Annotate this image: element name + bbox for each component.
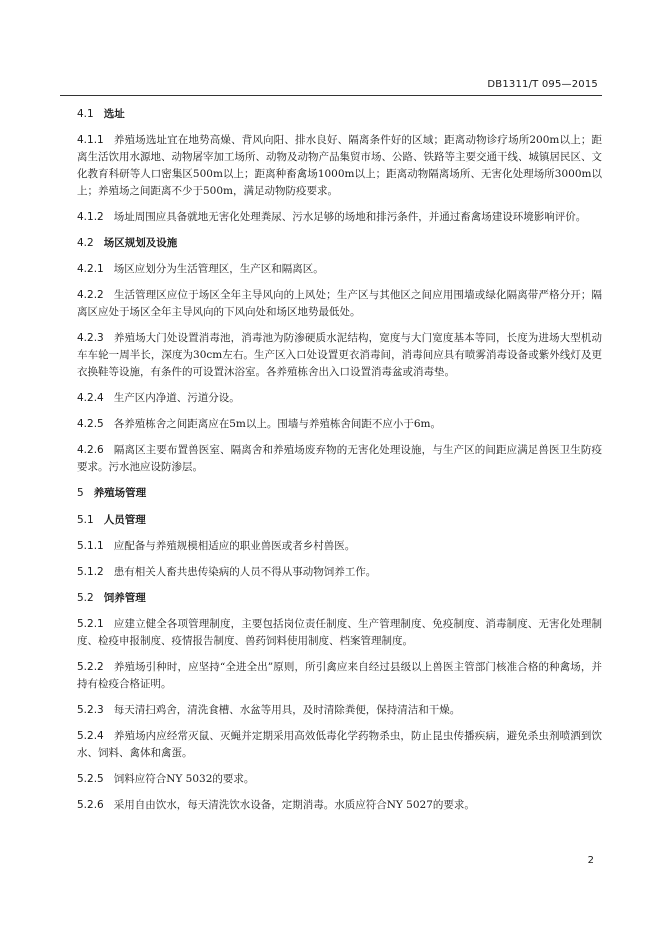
clause-5-2-3 (77, 702, 602, 719)
clause-number: 4.2.4 (77, 392, 104, 404)
clause-text: 养殖场内应经常灭鼠、灭蝇并定期采用高效低毒化学药物杀虫，防止昆虫传播疾病，避免杀虫剂喷洒到饮水、饲料、禽体和禽蛋。 (77, 730, 602, 759)
clause-number: 4.1.1 (77, 134, 104, 146)
clause-number: 4.1.2 (77, 211, 104, 223)
clause-number: 4.2.2 (77, 289, 104, 301)
clause-text: 养殖场大门处设置消毒池，消毒池为防渗硬质水泥结构，宽度与大门宽度基本等同，长度为进场大型机动车车轮一周半长，深度为30cm左右。生产区入口处设置更衣消毒间，消毒间应具有喷雾消毒设备或紫外线灯及更衣换鞋等设施，有条件的可设置沐浴室。各养殖栋舍出入口设置消毒盆或消毒垫。 (77, 332, 602, 378)
clause-text: 每天清扫鸡舍，清洗食槽、水盆等用具，及时清除粪便，保持清洁和干燥。 (113, 704, 461, 716)
clause-text: 场区应划分为生活管理区，生产区和隔离区。 (113, 263, 324, 275)
clause-number: 4.2.6 (77, 444, 104, 456)
clause-text: 场址周围应具备就地无害化处理粪尿、污水足够的场地和排污条件，并通过畜禽场建设环境影响评价。 (113, 211, 587, 223)
clause-number: 4.2.3 (77, 332, 104, 344)
clause-4-2-1 (77, 261, 602, 278)
heading-title: 饲养管理 (103, 592, 146, 604)
heading-number: 5 (77, 487, 84, 499)
clause-number: 5.1.2 (77, 566, 104, 578)
clause-number: 4.2.5 (77, 418, 104, 430)
clause-text: 生活管理区应位于场区全年主导风向的上风处；生产区与其他区之间应用围墙或绿化隔离带严格分开；隔离区应处于场区全年主导风向的下风向处和场区地势最低处。 (77, 289, 602, 318)
page-number: 2 (587, 855, 594, 866)
header-rule (60, 95, 602, 96)
clause-text: 各养殖栋舍之间距离应在5m以上。围墙与养殖栋舍间距不应小于6m。 (113, 418, 441, 430)
clause-5-2-4 (77, 728, 602, 762)
heading-number: 5.2 (77, 592, 94, 604)
clause-number: 5.1.1 (77, 540, 104, 552)
heading-title: 养殖场管理 (93, 487, 147, 499)
clause-4-2-5 (77, 416, 602, 433)
heading-number: 4.2 (77, 237, 94, 249)
clause-text: 隔离区主要布置兽医室、隔离舍和养殖场废弃物的无害化处理设施，与生产区的间距应满足兽医卫生防疫要求。污水池应设防渗层。 (77, 444, 602, 473)
clause-number: 5.2.6 (77, 799, 104, 811)
clause-5-1-1 (77, 538, 602, 555)
clause-4-1-2 (77, 209, 602, 226)
heading-5-2 (77, 590, 602, 607)
heading-4-2 (77, 235, 602, 252)
clause-4-2-6 (77, 442, 602, 476)
clause-4-1-1 (77, 132, 602, 200)
clause-4-2-2 (77, 287, 602, 321)
clause-text: 患有相关人畜共患传染病的人员不得从事动物饲养工作。 (113, 566, 377, 578)
clause-text: 养殖场选址宜在地势高燥、背风向阳、排水良好、隔离条件好的区域；距离动物诊疗场所200m以上；距离生活饮用水源地、动物屠宰加工场所、动物及动物产品集贸市场、公路、铁路等主要交通干线、城镇居民区、文化教育科研等人口密集区500m以上；距离种畜禽场1000m以上；距离动物隔离场所、无害化处理场所3000m以上；养殖场之间距离不少于500m，满足动物防疫要求。 (77, 134, 602, 197)
clause-4-2-3 (77, 330, 602, 381)
clause-text: 采用自由饮水，每天清洗饮水设备，定期消毒。水质应符合NY 5027的要求。 (113, 799, 475, 811)
clause-4-2-4 (77, 390, 602, 407)
clause-text: 应配备与养殖规模相适应的职业兽医或者乡村兽医。 (113, 540, 356, 552)
heading-5-1 (77, 512, 602, 529)
clause-number: 5.2.3 (77, 704, 104, 716)
heading-4-1 (77, 106, 602, 123)
heading-title: 场区规划及设施 (103, 237, 178, 249)
clause-number: 5.2.2 (77, 661, 104, 673)
heading-number: 4.1 (77, 108, 94, 120)
document-code: DB1311/T 095—2015 (487, 79, 598, 90)
clause-5-1-2 (77, 564, 602, 581)
clause-number: 4.2.1 (77, 263, 104, 275)
clause-text: 应建立健全各项管理制度，主要包括岗位责任制度、生产管理制度、免疫制度、消毒制度、无害化处理制度、检疫申报制度、疫情报告制度、兽药饲料使用制度、档案管理制度。 (77, 618, 602, 647)
clause-number: 5.2.1 (77, 618, 104, 630)
clause-number: 5.2.5 (77, 773, 104, 785)
clause-5-2-5 (77, 771, 602, 788)
clause-text: 养殖场引种时，应坚持“全进全出”原则，所引禽应来自经过县级以上兽医主管部门核准合格的种禽场，并持有检疫合格证明。 (77, 661, 602, 690)
clause-text: 生产区内净道、污道分设。 (113, 392, 240, 404)
clause-text: 饲料应符合NY 5032的要求。 (113, 773, 255, 785)
heading-5 (77, 485, 602, 502)
clause-5-2-2 (77, 659, 602, 693)
heading-title: 选址 (103, 108, 125, 120)
heading-number: 5.1 (77, 514, 94, 526)
heading-title: 人员管理 (103, 514, 146, 526)
clause-5-2-6 (77, 797, 602, 814)
document-body (77, 106, 602, 823)
clause-number: 5.2.4 (77, 730, 104, 742)
clause-5-2-1 (77, 616, 602, 650)
